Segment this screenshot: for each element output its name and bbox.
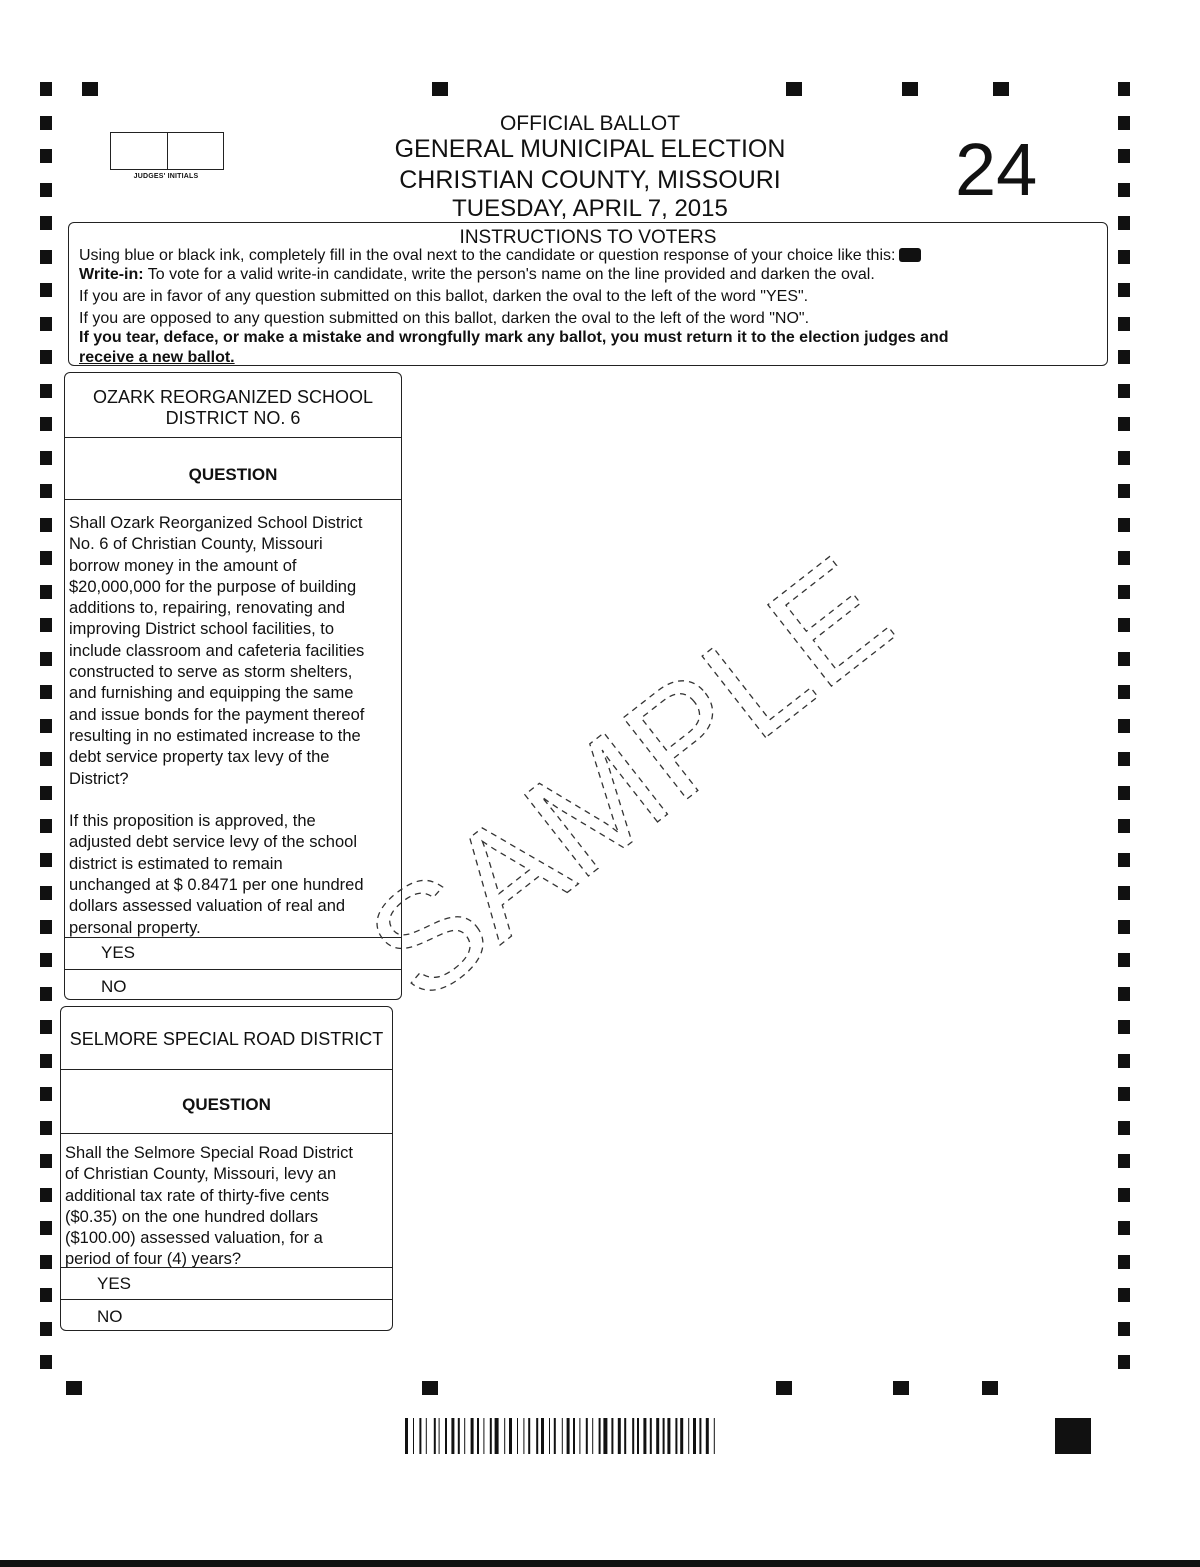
timing-mark xyxy=(40,484,52,498)
barcode-bar xyxy=(419,1418,421,1454)
timing-mark xyxy=(1118,953,1130,967)
timing-mark xyxy=(40,216,52,230)
timing-mark xyxy=(422,1381,438,1395)
timing-mark xyxy=(1118,752,1130,766)
choice-no[interactable]: NO xyxy=(97,1307,123,1326)
question-heading: QUESTION xyxy=(182,1095,271,1114)
timing-mark xyxy=(1118,484,1130,498)
barcode-bar xyxy=(458,1418,460,1454)
timing-mark xyxy=(1118,1288,1130,1302)
barcode-bar xyxy=(688,1418,689,1454)
timing-mark xyxy=(1118,920,1130,934)
barcode-bar xyxy=(504,1418,505,1454)
timing-mark xyxy=(40,82,52,96)
contest-title-line-2: DISTRICT NO. 6 xyxy=(165,408,301,428)
timing-mark xyxy=(1118,618,1130,632)
timing-mark xyxy=(1118,1121,1130,1135)
timing-mark xyxy=(1118,853,1130,867)
barcode-bar xyxy=(434,1418,436,1454)
barcode-bar xyxy=(445,1418,447,1454)
timing-mark xyxy=(40,652,52,666)
judges-initials-box xyxy=(110,132,224,170)
barcode-bar xyxy=(464,1418,465,1454)
barcode-bar xyxy=(699,1418,701,1454)
barcode-bar xyxy=(643,1418,646,1454)
timing-mark xyxy=(40,853,52,867)
timing-mark xyxy=(1118,149,1130,163)
timing-mark xyxy=(40,317,52,331)
timing-mark xyxy=(1118,82,1130,96)
timing-mark xyxy=(1118,1355,1130,1369)
barcode-bar xyxy=(471,1418,474,1454)
instruction-line-4: If you are opposed to any question submitted on this ballot, darken the oval to the left of the word "NO". xyxy=(79,310,810,327)
timing-mark xyxy=(1118,786,1130,800)
timing-mark xyxy=(1118,685,1130,699)
timing-mark xyxy=(786,82,802,96)
timing-mark xyxy=(1118,183,1130,197)
timing-mark xyxy=(40,1288,52,1302)
contest-title-line-1: OZARK REORGANIZED SCHOOL xyxy=(92,387,374,407)
question-text: Shall Ozark Reorganized School District No. 6 of Christian County, Missouri borrow money in the amount of $20,000,000 for the purpose of building additions to, repairing, renovating and improving District school facilities, to include classroom and cafeteria facilities constructed to serve as storm shelters, and furnishing and equipping the same and issue bonds for the payment thereof resulting in no estimated increase to the debt service property tax levy of the District? If this proposition is approved, the adjusted debt service levy of the school district is estimated to remain unchanged at $ 0.8471 per one hundred dollars assessed valuation of real and personal property. xyxy=(69,514,365,937)
barcode-bar xyxy=(632,1418,634,1454)
barcode-bar xyxy=(517,1418,518,1454)
barcode-bar xyxy=(523,1418,524,1454)
contest-selmore-road-district xyxy=(60,1006,393,1331)
timing-mark xyxy=(40,384,52,398)
barcode-bar xyxy=(693,1418,696,1454)
timing-mark xyxy=(40,1087,52,1101)
timing-mark xyxy=(40,1221,52,1235)
timing-mark xyxy=(1118,886,1130,900)
timing-mark xyxy=(1118,652,1130,666)
barcode-bar xyxy=(426,1418,427,1454)
timing-mark xyxy=(1118,116,1130,130)
timing-mark xyxy=(902,82,918,96)
barcode-bar xyxy=(528,1418,530,1454)
barcode-bar xyxy=(586,1418,588,1454)
barcode-bar xyxy=(680,1418,683,1454)
timing-mark xyxy=(40,886,52,900)
election-name: GENERAL MUNICIPAL ELECTION xyxy=(394,135,786,163)
barcode-bar xyxy=(562,1418,563,1454)
timing-mark xyxy=(40,987,52,1001)
barcode-bar xyxy=(706,1418,709,1454)
timing-mark xyxy=(40,752,52,766)
timing-mark xyxy=(1118,551,1130,565)
timing-mark xyxy=(1118,451,1130,465)
timing-mark xyxy=(40,1355,52,1369)
instructions-title: INSTRUCTIONS TO VOTERS xyxy=(459,227,717,248)
barcode-bar xyxy=(592,1418,593,1454)
timing-mark xyxy=(1118,819,1130,833)
judges-initials-label: JUDGES' INITIALS xyxy=(133,173,199,180)
barcode-bar xyxy=(573,1418,575,1454)
timing-mark xyxy=(40,1154,52,1168)
election-date: TUESDAY, APRIL 7, 2015 xyxy=(452,195,728,222)
timing-mark xyxy=(40,920,52,934)
barcode-bar xyxy=(413,1418,414,1454)
timing-mark xyxy=(40,551,52,565)
sample-watermark xyxy=(337,524,921,1032)
choice-yes[interactable]: YES xyxy=(97,1274,132,1293)
timing-mark xyxy=(40,618,52,632)
timing-mark xyxy=(40,585,52,599)
barcode-bar xyxy=(451,1418,454,1454)
instruction-line-5: If you tear, deface, or make a mistake and wrongfully mark any ballot, you must return it to the election judges and xyxy=(79,329,949,346)
timing-mark xyxy=(1118,719,1130,733)
filled-oval-example-icon xyxy=(899,248,921,262)
timing-mark xyxy=(1118,417,1130,431)
timing-mark xyxy=(1118,1255,1130,1269)
timing-mark xyxy=(1118,585,1130,599)
timing-mark xyxy=(993,82,1009,96)
timing-mark xyxy=(40,819,52,833)
ballot-style-number: 24 xyxy=(955,128,1038,211)
barcode-bar xyxy=(477,1418,479,1454)
barcode-bar xyxy=(579,1418,580,1454)
timing-mark xyxy=(40,283,52,297)
question-heading: QUESTION xyxy=(188,465,278,484)
instruction-line-2: Write-in: To vote for a valid write-in candidate, write the person's name on the line provided and darken the oval. xyxy=(79,266,875,283)
question-text: Shall the Selmore Special Road District of Christian County, Missouri, levy an additional tax rate of thirty-five cents ($0.35) on the one hundred dollars ($100.00) assessed valuation, for a period of four (4) years? xyxy=(65,1144,353,1269)
bottom-border xyxy=(0,1560,1200,1567)
barcode-bar xyxy=(714,1418,715,1454)
timing-mark xyxy=(40,786,52,800)
timing-mark xyxy=(82,82,98,96)
timing-mark xyxy=(1118,317,1130,331)
ballot-title: OFFICIAL BALLOT xyxy=(499,112,681,135)
timing-mark xyxy=(1118,1188,1130,1202)
barcode-bar xyxy=(663,1418,665,1454)
instruction-line-1: Using blue or black ink, completely fill in the oval next to the candidate or question response of your choice like this: xyxy=(79,247,921,265)
timing-mark xyxy=(432,82,448,96)
timing-mark xyxy=(40,685,52,699)
barcode-bar xyxy=(656,1418,659,1454)
barcode-bar xyxy=(637,1418,639,1454)
barcode-bar xyxy=(554,1418,556,1454)
timing-mark xyxy=(1118,283,1130,297)
barcode-bar xyxy=(549,1418,550,1454)
timing-mark xyxy=(40,417,52,431)
timing-mark xyxy=(40,116,52,130)
barcode-bar xyxy=(541,1418,544,1454)
barcode-bar xyxy=(567,1418,570,1454)
county-name: CHRISTIAN COUNTY, MISSOURI xyxy=(399,166,781,194)
timing-mark xyxy=(40,1188,52,1202)
timing-mark xyxy=(40,149,52,163)
barcode-bar xyxy=(483,1418,484,1454)
timing-mark xyxy=(1118,1221,1130,1235)
timing-mark xyxy=(1118,1020,1130,1034)
contest-title: SELMORE SPECIAL ROAD DISTRICT xyxy=(69,1029,384,1049)
instructions-box xyxy=(68,222,1108,366)
timing-mark xyxy=(893,1381,909,1395)
timing-mark xyxy=(40,183,52,197)
barcode-bar xyxy=(618,1418,621,1454)
barcode-bar xyxy=(650,1418,652,1454)
timing-mark xyxy=(982,1381,998,1395)
barcode-bar xyxy=(405,1418,408,1454)
timing-mark xyxy=(1118,1154,1130,1168)
barcode xyxy=(405,1418,895,1454)
choice-yes[interactable]: YES xyxy=(101,943,136,962)
sample-watermark-text: SAMPLE xyxy=(337,524,921,1032)
barcode-bar xyxy=(495,1418,499,1454)
timing-mark xyxy=(40,350,52,364)
barcode-bar xyxy=(624,1418,626,1454)
timing-mark xyxy=(1118,1054,1130,1068)
timing-mark xyxy=(40,1020,52,1034)
barcode-bar xyxy=(667,1418,670,1454)
barcode-bar xyxy=(509,1418,512,1454)
barcode-bar xyxy=(675,1418,677,1454)
instruction-line-6: receive a new ballot. xyxy=(79,349,235,366)
barcode-bar xyxy=(536,1418,538,1454)
barcode-bar xyxy=(611,1418,613,1454)
timing-mark xyxy=(40,953,52,967)
barcode-bar xyxy=(603,1418,607,1454)
timing-mark xyxy=(40,1322,52,1336)
timing-mark xyxy=(40,1054,52,1068)
timing-mark xyxy=(1118,518,1130,532)
timing-mark xyxy=(40,451,52,465)
timing-mark xyxy=(40,250,52,264)
corner-registration-block xyxy=(1055,1418,1091,1454)
timing-mark xyxy=(66,1381,82,1395)
timing-mark xyxy=(776,1381,792,1395)
timing-mark xyxy=(40,719,52,733)
timing-mark xyxy=(1118,1322,1130,1336)
timing-mark xyxy=(1118,987,1130,1001)
choice-no[interactable]: NO xyxy=(101,977,127,996)
timing-mark xyxy=(40,1121,52,1135)
timing-mark xyxy=(1118,350,1130,364)
timing-mark xyxy=(1118,250,1130,264)
timing-mark xyxy=(40,1255,52,1269)
timing-mark xyxy=(1118,1087,1130,1101)
barcode-bar xyxy=(599,1418,601,1454)
timing-mark xyxy=(40,518,52,532)
barcode-bar xyxy=(490,1418,492,1454)
barcode-bar xyxy=(439,1418,440,1454)
instruction-line-3: If you are in favor of any question submitted on this ballot, darken the oval to the left of the word "YES". xyxy=(79,288,809,305)
timing-mark xyxy=(1118,216,1130,230)
timing-mark xyxy=(1118,384,1130,398)
